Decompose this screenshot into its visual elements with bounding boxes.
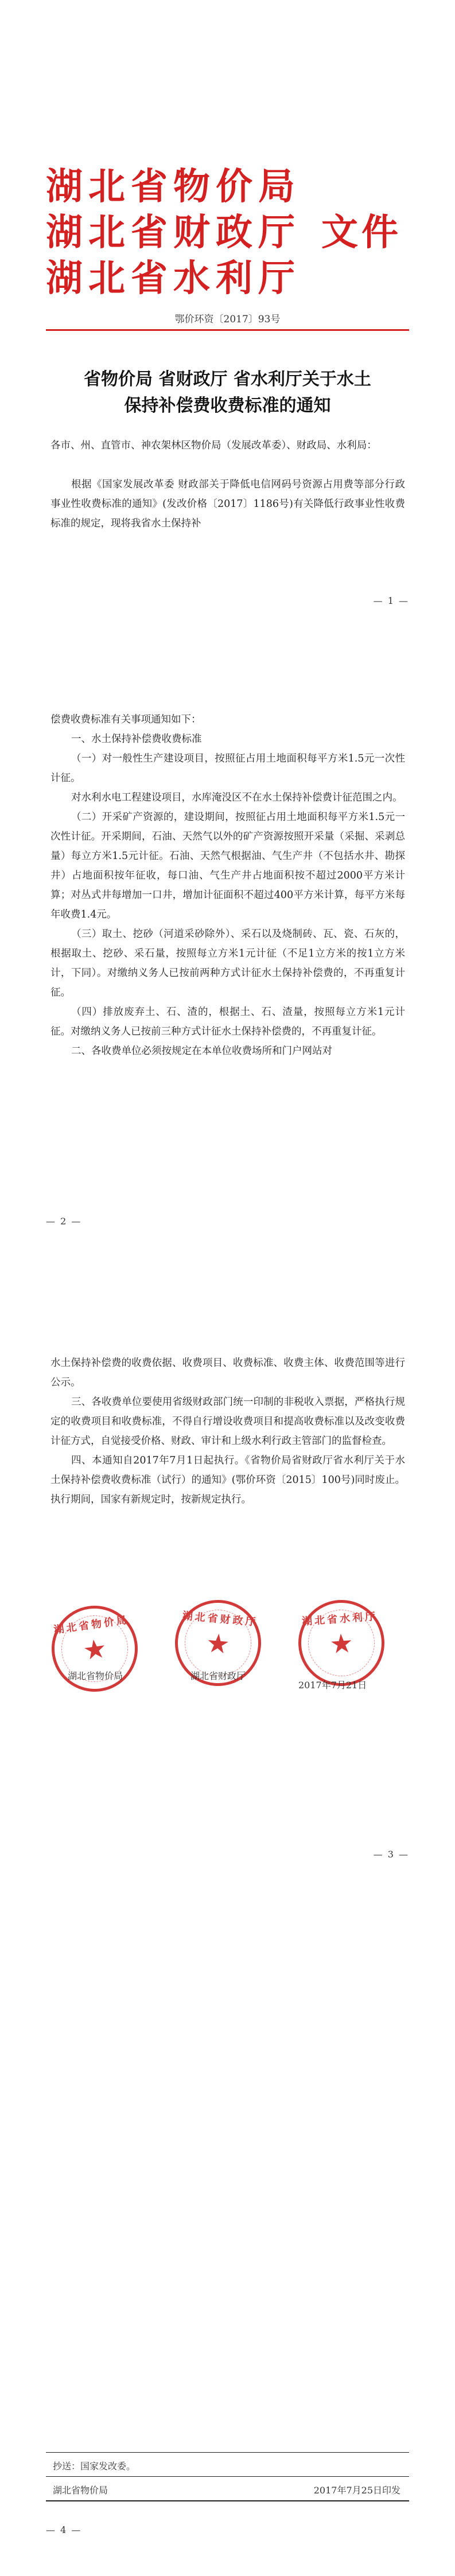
page-number: — 3 — (373, 1849, 409, 1860)
paragraph: （二）开采矿产资源的，建设期间，按照征占用土地面积每平方米1.5元一次性计征。开采期间，石油、天然气以外的矿产资源按照开采量（采掘、采剥总量）每立方米1.5元计征。石油、天然气根据油、气生产井（不包括水井、勘探井）占地面积按年征收，每口油、气生产井占地面积按不超过2000平方米计算；对丛式井每增加一口井，增加计征面积不超过400平方米计算，每平方米每年收费1.4元。 (50, 811, 405, 920)
intro-paragraph: 根据《国家发展改革委 财政部关于降低电信网码号资源占用费等部分行政事业性收费标准的通知》(发改价格〔2017〕1186号)有关降低行政事业性收费标准的规定，现将我省水土保持补 (50, 479, 405, 529)
paragraph: （三）取土、挖砂（河道采砂除外）、采石以及烧制砖、瓦、瓷、石灰的，根据取土、挖砂、采石量，按照每立方米1元计征（不足1立方米的按1立方米计，下同）。对缴纳义务人已按前两种方式计征水土保持补偿费的，不再重复计征。 (50, 928, 405, 998)
page-number: — 4 — (46, 2524, 82, 2535)
paragraph: 三、各收费单位要使用省级财政部门统一印制的非税收入票据，严格执行规定的收费项目和收费标准，不得自行增设收费项目和提高收费标准以及改变收费计征方式，自觉接受价格、财政、审计和上级水利行政主管部门的监督检查。 (50, 1396, 405, 1447)
header-line-1: 湖北省物价局 (46, 165, 301, 208)
page-1 (0, 0, 455, 637)
paragraph: 水土保持补偿费的收费依据、收费项目、收费标准、收费主体、收费范围等进行公示。 (50, 1357, 405, 1388)
page-2 (0, 637, 455, 1273)
seal-star-icon: ★ (80, 1632, 109, 1666)
page-3-body (50, 1353, 405, 1509)
seal-text: 湖北省水利厅 (301, 1610, 378, 1628)
page-number: — 2 — (46, 1216, 82, 1227)
header-line-2: 湖北省财政厅 (46, 211, 301, 254)
seal-text: 湖北省物价局 (53, 1614, 130, 1637)
header-wen-character: 文件 (321, 211, 402, 254)
issuing-office: 湖北省物价局 (53, 2485, 108, 2496)
paragraph: （一）对一般性生产建设项目，按照征占用土地面积每平方米1.5元一次性计征。 (50, 753, 405, 784)
paragraph: 对水利水电工程建设项目，水库淹没区不在水土保持补偿费计征范围之内。 (71, 792, 403, 803)
page-4 (0, 1910, 455, 2576)
seal-text: 湖北省财政厅 (181, 1610, 259, 1629)
seal-label: 湖北省财政厅 (190, 1671, 246, 1681)
red-divider-line (46, 329, 409, 331)
section-heading: 一、水土保持补偿费收费标准 (71, 733, 202, 745)
document-title-line-2: 保持补偿费收费标准的通知 (124, 396, 331, 416)
page-2-body (50, 710, 405, 1061)
seal-price-bureau (46, 1600, 143, 1697)
paragraph: 二、各收费单位必须按规定在本单位收费场所和门户网站对 (71, 1045, 332, 1057)
paragraph: 偿费收费标准有关事项通知如下： (50, 714, 201, 725)
cc-line: 抄送：国家发改委。 (53, 2461, 136, 2472)
signing-date: 2017年7月21日 (298, 1680, 367, 1691)
seal-label: 湖北省物价局 (68, 1671, 123, 1681)
footer-rule-middle (46, 2476, 409, 2477)
seal-water-resources-department (295, 1597, 387, 1689)
page-number: — 1 — (373, 595, 409, 606)
document-title-line-1: 省物价局 省财政厅 省水利厅关于水土 (84, 369, 371, 389)
header-line-3: 湖北省水利厅 (46, 257, 301, 300)
seal-star-icon: ★ (328, 1627, 355, 1660)
paragraph: 四、本通知自2017年7月1日起执行。《省物价局省财政厅省水利厅关于水土保持补偿费收费标准（试行）的通知》(鄂价环资〔2015〕100号)同时废止。执行期间，国家有新规定时，按新规定执行。 (50, 1455, 405, 1505)
document-number: 鄂价环资〔2017〕93号 (174, 314, 281, 325)
print-date: 2017年7月25日印发 (313, 2485, 400, 2496)
footer-rule-bottom (46, 2500, 409, 2501)
seal-star-icon: ★ (205, 1627, 231, 1660)
page-3 (0, 1273, 455, 1910)
footer-rule-top (46, 2452, 409, 2453)
paragraph: （四）排放废弃土、石、渣的，根据土、石、渣量，按照每立方米1元计征。对缴纳义务人已按前三种方式计征水土保持补偿费的，不再重复计征。 (50, 1006, 405, 1037)
addressees: 各市、州、直管市、神农架林区物价局（发展改革委）、财政局、水利局： (50, 440, 377, 451)
